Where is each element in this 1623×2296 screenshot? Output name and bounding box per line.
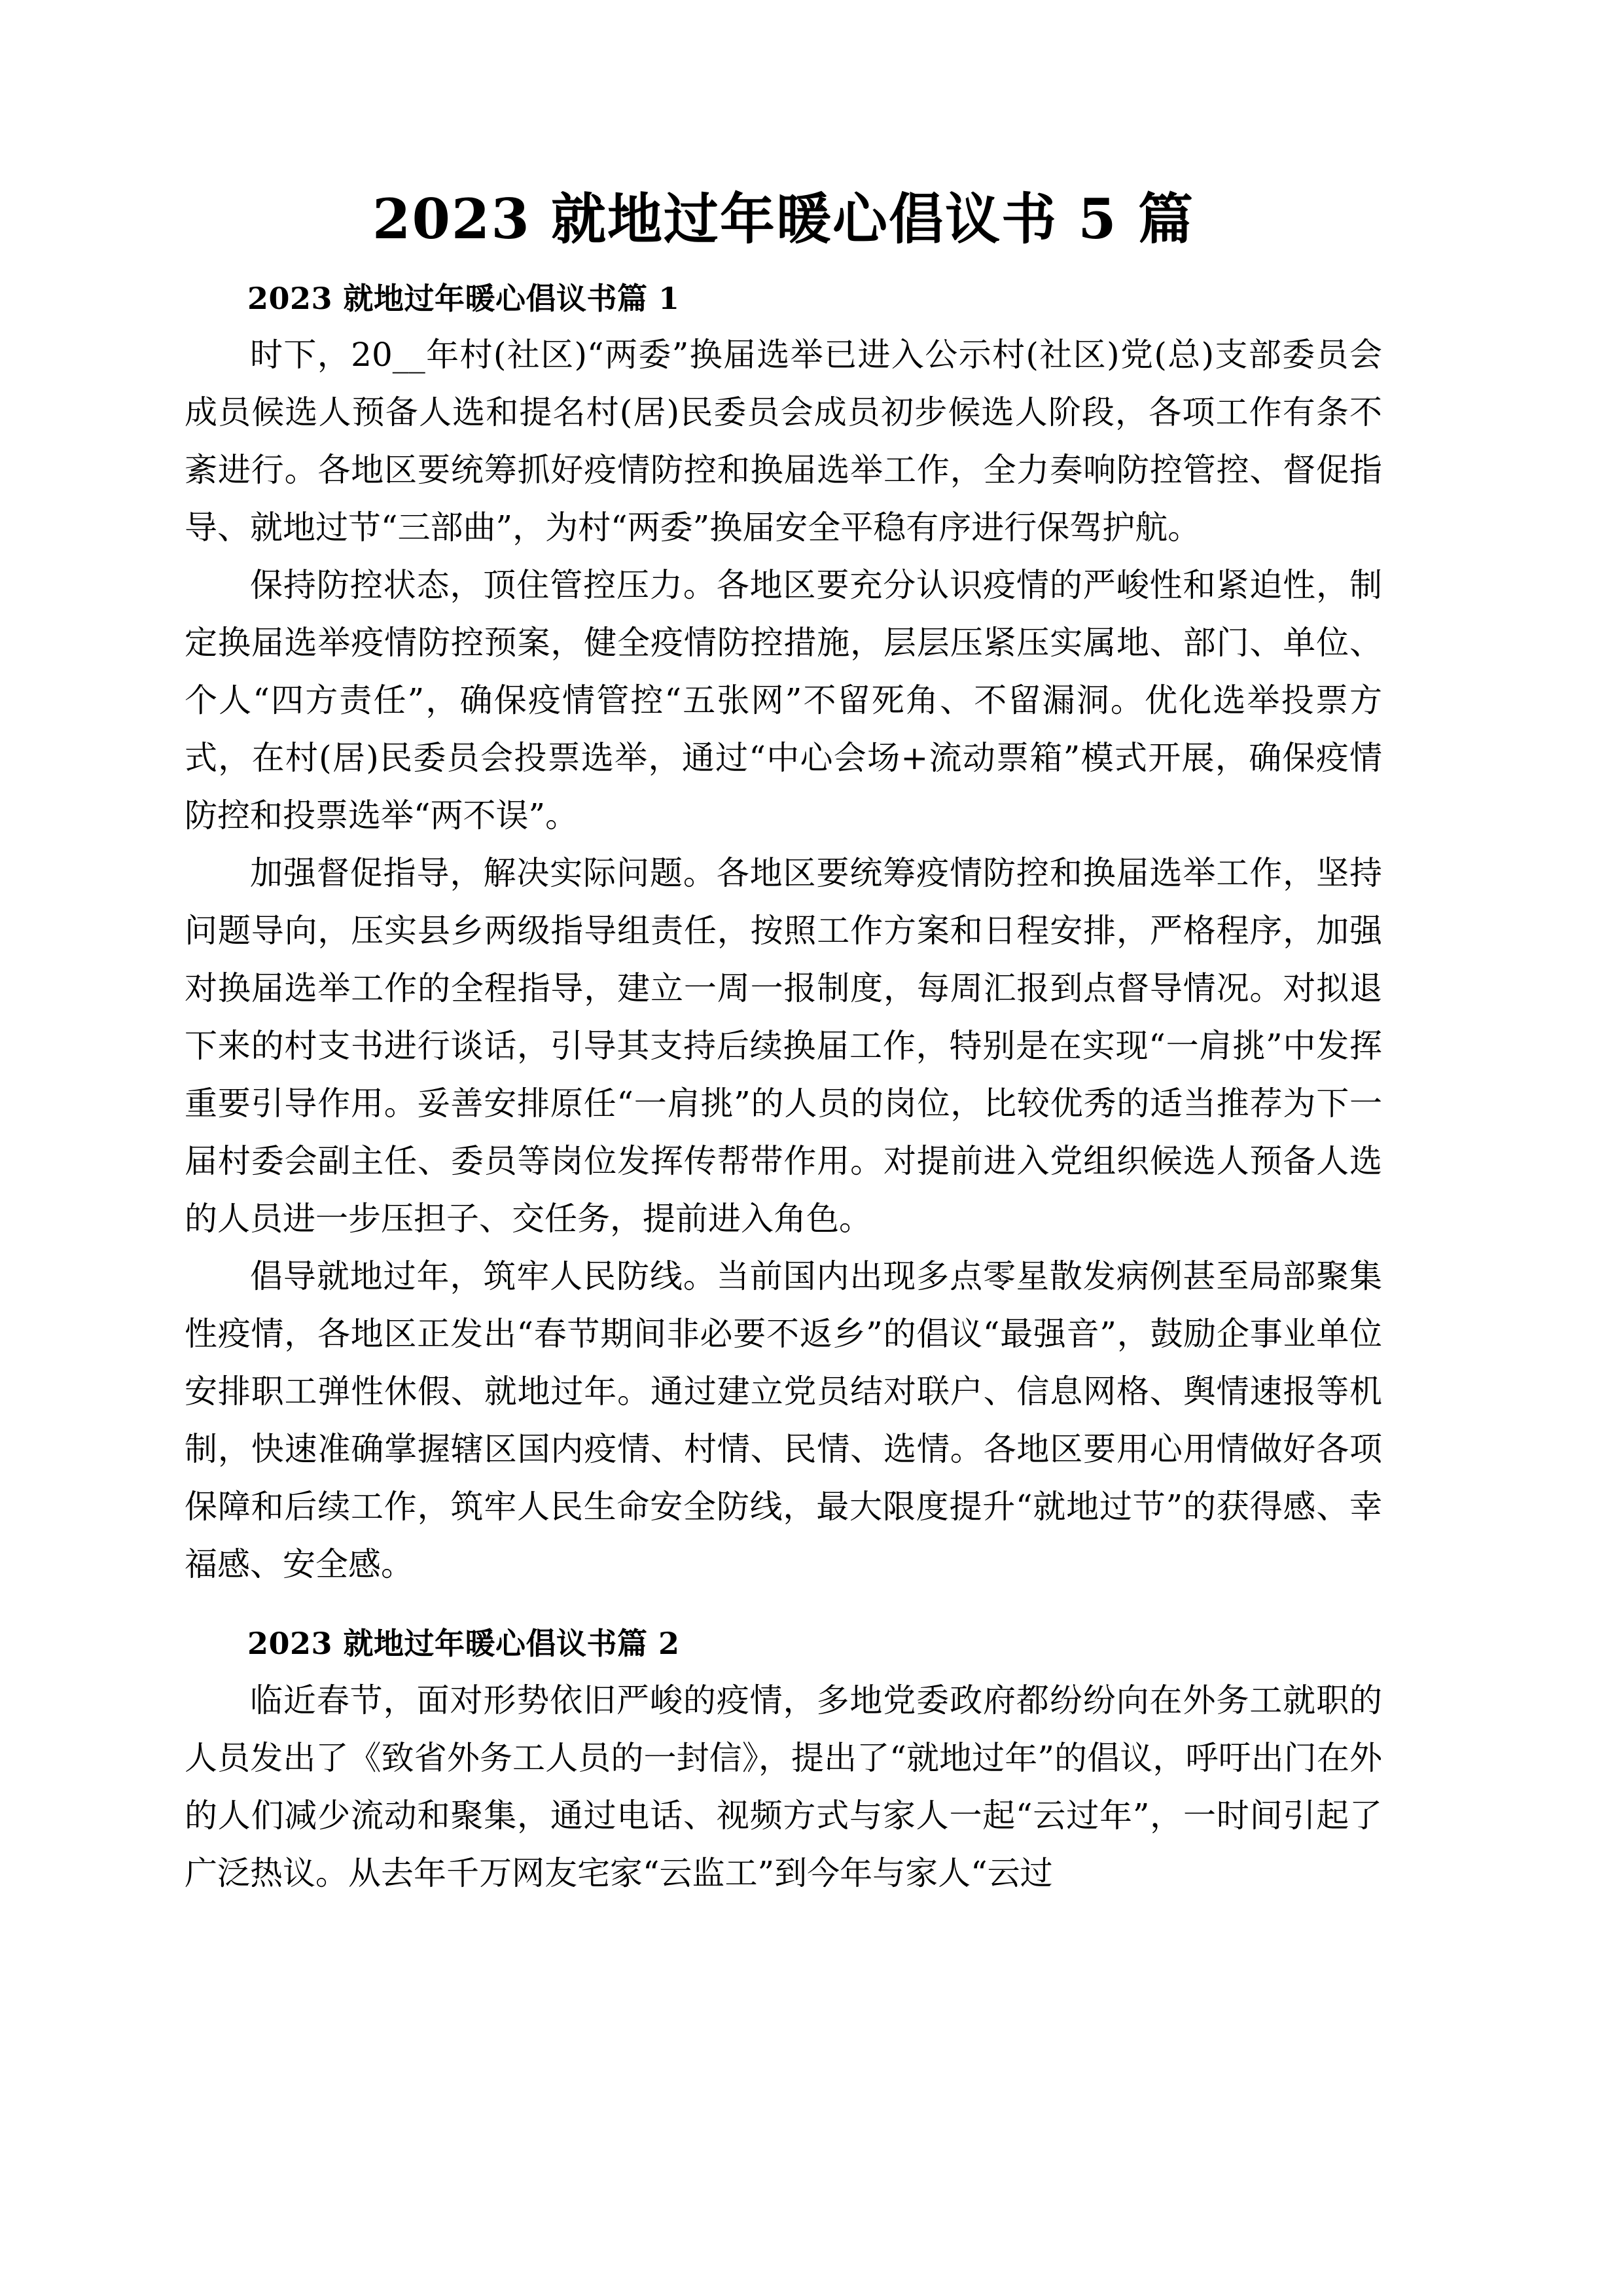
page-title: 2023 就地过年暖心倡议书 5 篇 [372,187,1194,251]
section-heading-2: 2023 就地过年暖心倡议书篇 2 [247,1626,680,1662]
section-spacer [185,1593,1382,1613]
paragraph-1-2: 保持防控状态，顶住管控压力。各地区要充分认识疫情的严峻性和紧迫性，制定换届选举疫情防控预案，健全疫情防控措施，层层压紧压实属地、部门、单位、个人“四方责任”，确保疫情管控“五张网”不留死角、不留漏洞。优化选举投票方式，在村(居)民委员会投票选举，通过“中心会场+流动票箱”模式开展，确保疫情防控和投票选举“两不误”。 [185,566,1382,835]
section-heading-1: 2023 就地过年暖心倡议书篇 1 [247,281,680,316]
paragraph-1-1: 时下，20__年村(社区)“两委”换届选举已进入公示村(社区)党(总)支部委员会成员候选人预备人选和提名村(居)民委员会成员初步候选人阶段，各项工作有条不紊进行。各地区要统筹抓好疫情防控和换届选举工作，全力奏响防控管控、督促指导、就地过节“三部曲”，为村“两委”换届安全平稳有序进行保驾护航。 [185,336,1382,547]
paragraph-1-4: 倡导就地过年，筑牢人民防线。当前国内出现多点零星散发病例甚至局部聚集性疫情，各地区正发出“春节期间非必要不返乡”的倡议“最强音”，鼓励企事业单位安排职工弹性休假、就地过年。通过建立党员结对联户、信息网格、舆情速报等机制，快速准确掌握辖区国内疫情、村情、民情、选情。各地区要用心用情做好各项保障和后续工作，筑牢人民生命安全防线，最大限度提升“就地过节”的获得感、幸福感、安全感。 [185,1257,1382,1584]
document-body [185,268,1382,1902]
paragraph-1-3: 加强督促指导，解决实际问题。各地区要统筹疫情防控和换届选举工作，坚持问题导向，压实县乡两级指导组责任，按照工作方案和日程安排，严格程序，加强对换届选举工作的全程指导，建立一周一报制度，每周汇报到点督导情况。对拟退下来的村支书进行谈话，引导其支持后续换届工作，特别是在实现“一肩挑”中发挥重要引导作用。妥善安排原任“一肩挑”的人员的岗位，比较优秀的适当推荐为下一届村委会副主任、委员等岗位发挥传帮带作用。对提前进入党组织候选人预备人选的人员进一步压担子、交任务，提前进入角色。 [185,854,1382,1238]
paragraph-2-1: 临近春节，面对形势依旧严峻的疫情，多地党委政府都纷纷向在外务工就职的人员发出了《致省外务工人员的一封信》，提出了“就地过年”的倡议，呼吁出门在外的人们减少流动和聚集，通过电话、视频方式与家人一起“云过年”，一时间引起了广泛热议。从去年千万网友宅家“云监工”到今年与家人“云过 [185,1681,1382,1892]
document-content [185,0,1382,1902]
